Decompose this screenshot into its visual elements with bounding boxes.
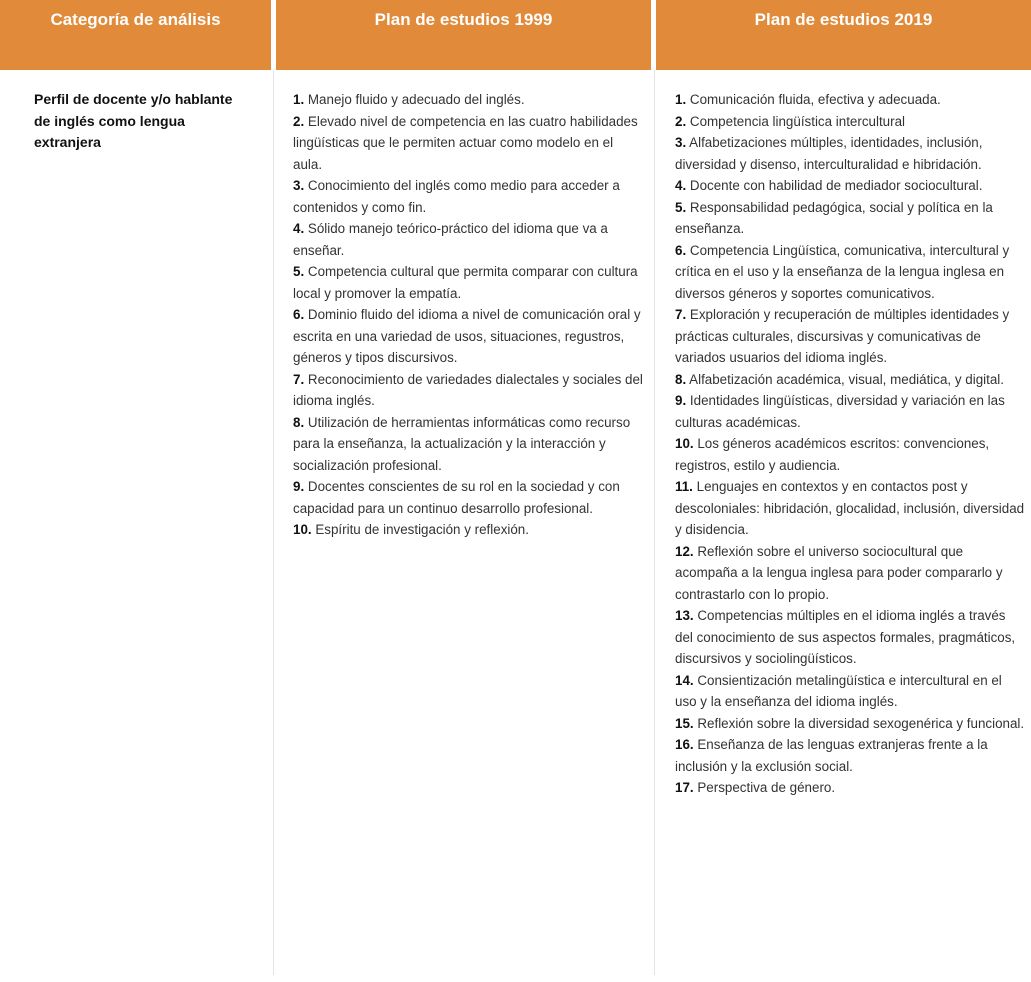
item-text: Docentes conscientes de su rol en la sociedad y con capacidad para un continuo desarrollo profesional. — [293, 479, 620, 516]
list-item — [293, 369, 643, 412]
item-text: Enseñanza de las lenguas extranjeras frente a la inclusión y la exclusión social. — [675, 737, 988, 774]
item-number: 3. — [675, 135, 687, 150]
list-item — [675, 390, 1027, 433]
item-number: 14. — [675, 672, 694, 688]
list-item — [293, 175, 643, 218]
item-text: Responsabilidad pedagógica, social y política en la enseñanza. — [675, 199, 993, 236]
list-item — [293, 519, 643, 541]
list-item — [675, 433, 1027, 476]
item-number: 9. — [293, 479, 305, 494]
item-number: 15. — [675, 715, 694, 731]
item-text: Alfabetizaciones múltiples, identidades, inclusión, diversidad y disenso, interculturalidad e hibridación. — [675, 135, 983, 172]
item-text: Reflexión sobre el universo sociocultural que acompaña a la lengua inglesa para poder compararlo y contrastarlo con lo propio. — [675, 543, 1003, 602]
item-number: 10. — [293, 522, 312, 537]
list-item — [675, 541, 1027, 606]
item-number: 7. — [675, 307, 687, 322]
item-text: Docente con habilidad de mediador sociocultural. — [689, 178, 983, 193]
list-item — [675, 132, 1027, 175]
item-number: 5. — [675, 199, 687, 215]
list-item — [675, 175, 1027, 197]
list-item — [675, 304, 1027, 369]
item-text: Competencia cultural que permita comparar con cultura local y promover la empatía. — [293, 264, 638, 301]
item-number: 1. — [293, 92, 305, 107]
item-number: 1. — [675, 92, 687, 107]
list-item — [293, 261, 643, 304]
list-item — [675, 240, 1027, 305]
item-text: Consientización metalingüística e intercultural en el uso y la enseñanza del idioma inglés. — [675, 672, 1002, 709]
list-item — [675, 197, 1027, 240]
list-item — [293, 304, 643, 369]
plan-2019-list — [675, 89, 1027, 799]
item-text: Identidades lingüísticas, diversidad y variación en las culturas académicas. — [675, 393, 1005, 430]
item-number: 2. — [293, 113, 305, 129]
item-number: 12. — [675, 543, 694, 559]
item-number: 17. — [675, 780, 694, 795]
list-item — [293, 89, 643, 111]
item-text: Perspectiva de género. — [697, 780, 836, 795]
item-number: 6. — [675, 242, 687, 258]
item-text: Espíritu de investigación y reflexión. — [315, 522, 529, 537]
plan-1999-list — [293, 89, 643, 541]
list-item — [293, 476, 643, 519]
header-plan-1999: Plan de estudios 1999 — [276, 0, 651, 70]
list-item — [675, 734, 1027, 777]
item-number: 9. — [675, 393, 687, 408]
item-text: Manejo fluido y adecuado del inglés. — [307, 92, 525, 107]
list-item — [675, 111, 1027, 133]
item-text: Competencias múltiples en el idioma inglés a través del conocimiento de sus aspectos formales, pragmáticos, discursivos y sociolingüísticos. — [675, 608, 1016, 666]
list-item — [675, 369, 1027, 391]
list-item — [293, 218, 643, 261]
item-text: Comunicación fluida, efectiva y adecuada. — [689, 92, 941, 107]
item-number: 4. — [675, 178, 687, 193]
item-text: Competencia lingüística intercultural — [689, 113, 906, 129]
item-number: 10. — [675, 436, 694, 451]
item-text: Competencia Lingüística, comunicativa, intercultural y crítica en el uso y la enseñanza de la lengua inglesa en diversos géneros y soportes comunicativos. — [675, 242, 1010, 301]
header-category: Categoría de análisis — [0, 0, 271, 70]
item-text: Elevado nivel de competencia en las cuatro habilidades lingüísticas que le permiten actuar como modelo en el aula. — [293, 113, 638, 172]
column-divider — [273, 70, 274, 975]
item-text: Utilización de herramientas informáticas como recurso para la enseñanza, la actualización y la interacción y socialización profesional. — [293, 414, 631, 473]
item-number: 4. — [293, 221, 305, 236]
header-plan-2019: Plan de estudios 2019 — [656, 0, 1031, 70]
list-item — [293, 412, 643, 477]
list-item — [675, 605, 1027, 670]
item-number: 16. — [675, 737, 694, 752]
item-number: 8. — [293, 414, 305, 430]
item-number: 5. — [293, 264, 305, 279]
item-number: 11. — [675, 479, 693, 494]
item-text: Reflexión sobre la diversidad sexogenérica y funcional. — [697, 715, 1025, 731]
category-cell: Perfil de docente y/o hablante de inglés como lengua extranjera — [34, 91, 233, 150]
item-text: Sólido manejo teórico-práctico del idioma que va a enseñar. — [293, 221, 608, 258]
item-number: 7. — [293, 371, 305, 387]
item-number: 2. — [675, 113, 687, 129]
item-number: 8. — [675, 371, 687, 387]
list-item — [675, 670, 1027, 713]
item-text: Lenguajes en contextos y en contactos post y descoloniales: hibridación, glocalidad, inclusión, diversidad y disidencia. — [675, 479, 1025, 537]
item-text: Reconocimiento de variedades dialectales y sociales del idioma inglés. — [293, 371, 643, 408]
column-divider — [654, 70, 655, 975]
item-number: 13. — [675, 608, 694, 623]
list-item — [675, 713, 1027, 735]
item-text: Conocimiento del inglés como medio para acceder a contenidos y como fin. — [293, 178, 620, 215]
list-item — [675, 777, 1027, 799]
item-text: Exploración y recuperación de múltiples identidades y prácticas culturales, discursivas y comunicativas de variados usuarios del idioma inglés. — [675, 307, 1010, 365]
list-item — [675, 89, 1027, 111]
list-item — [675, 476, 1027, 541]
item-text: Alfabetización académica, visual, mediática, y digital. — [689, 371, 1004, 387]
item-text: Los géneros académicos escritos: convenciones, registros, estilo y audiencia. — [675, 436, 990, 473]
list-item — [293, 111, 643, 176]
item-number: 6. — [293, 307, 305, 322]
item-number: 3. — [293, 178, 305, 193]
item-text: Dominio fluido del idioma a nivel de comunicación oral y escrita en una variedad de usos, situaciones, regustros, géneros y tipos discursivos. — [293, 307, 641, 365]
